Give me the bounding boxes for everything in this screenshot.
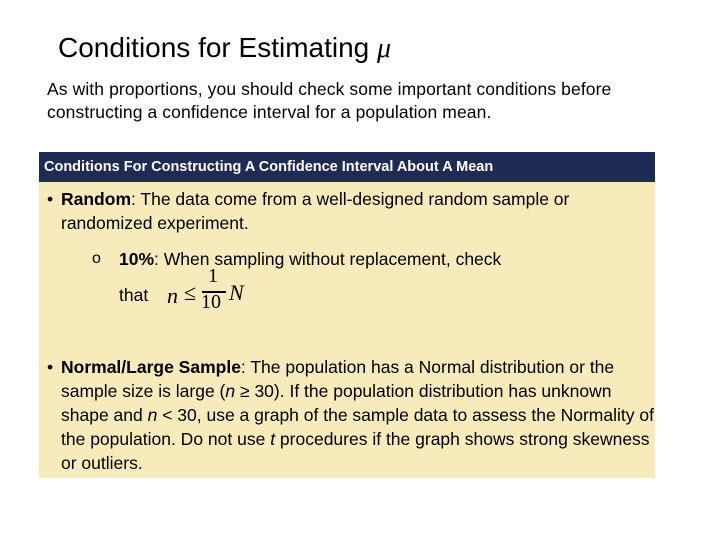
- random-condition: [47, 187, 655, 235]
- slide-title: [58, 32, 391, 65]
- normal-term: Normal/Large Sample: [61, 357, 241, 377]
- bullet-glyph: •: [47, 189, 54, 209]
- normal-text-a: : The population has a Normal distribution or the sample size is large (: [61, 357, 615, 401]
- ten-percent-that: that: [119, 285, 149, 305]
- variable-n: n: [225, 381, 236, 401]
- normal-condition: [47, 355, 655, 475]
- title-text: Conditions for Estimating: [58, 32, 378, 63]
- bullet-glyph: •: [47, 357, 54, 377]
- conditions-box-header: Conditions For Constructing A Confidence Interval About A Mean: [39, 152, 655, 182]
- variable-t: t: [270, 429, 276, 449]
- conditions-box: [39, 152, 655, 478]
- ten-percent-term: 10%: [119, 249, 155, 269]
- normal-text-d: procedures if the graph shows strong skewness or outliers.: [61, 429, 650, 473]
- variable-n: n: [147, 405, 158, 425]
- formula-N: N: [229, 280, 244, 305]
- normal-text-c: < 30, use a graph of the sample data to assess the Normality of the population. Do not use: [61, 405, 654, 449]
- normal-text-b: ≥ 30). If the population distribution has unknown shape and: [61, 381, 612, 425]
- sub-bullet-marker: o: [92, 250, 101, 267]
- formula-denominator: 10: [201, 291, 221, 313]
- formula-le: ≤: [184, 280, 197, 305]
- mu-symbol: μ: [377, 33, 392, 64]
- formula-n: n: [167, 283, 178, 308]
- random-term: Random: [61, 189, 131, 209]
- random-text: : The data come from a well-designed random sample or randomized experiment.: [61, 189, 570, 233]
- formula-numerator: 1: [208, 265, 218, 287]
- ten-percent-text: : When sampling without replacement, check: [154, 249, 502, 269]
- intro-paragraph: As with proportions, you should check some important conditions before constructing a confidence interval for a population mean.: [47, 79, 612, 122]
